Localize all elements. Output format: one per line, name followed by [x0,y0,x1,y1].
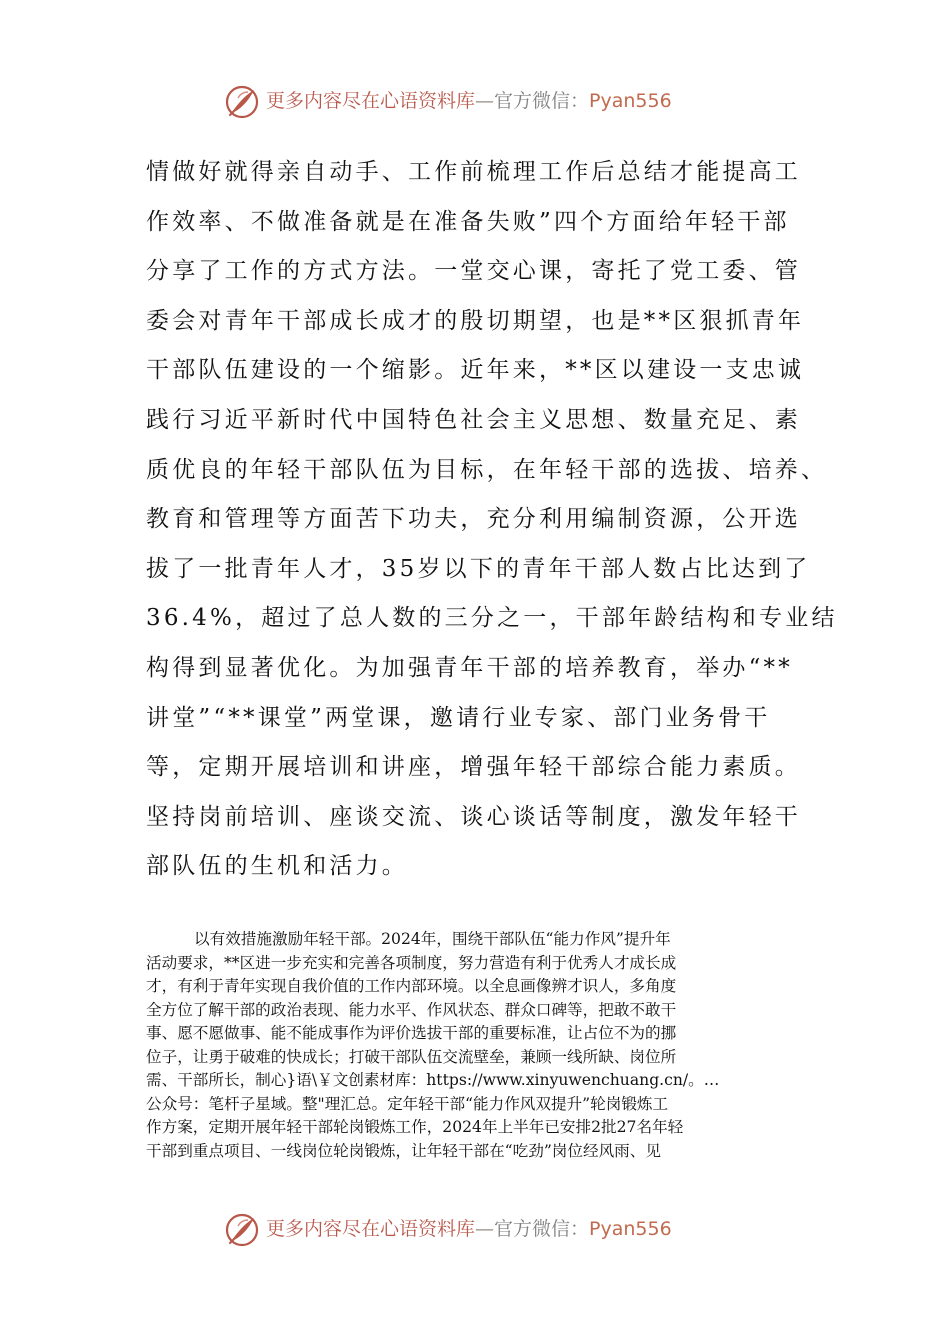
text-line: 部队伍的生机和活力。 [146,853,408,880]
text-line: 等，定期开展培训和讲座，增强年轻干部综合能力素质。 [146,754,801,781]
text-line: 讲堂”“**课堂”两堂课，邀请行业专家、部门业务骨干 [146,704,771,731]
banner-brand-text: 更多内容尽在心语资料库 [266,1218,476,1240]
text-line: 作效率、不做准备就是在准备失败”四个方面给年轻干部 [146,208,790,235]
banner-official-label: 官方微信： [494,90,590,112]
body-paragraph-secondary [146,928,808,1163]
text-line: 坚持岗前培训、座谈交流、谈心谈话等制度，激发年轻干 [146,803,801,830]
text-line: 才，有利于青年实现自我价值的工作内部环境。以全息画像辨才识人，多角度 [146,977,677,995]
text-line: 位子，让勇于破难的快成长；打破干部队伍交流壁垒，兼顾一线所缺、岗位所 [146,1047,677,1066]
text-line: 全方位了解干部的政治表现、能力水平、作风状态、群众口碑等，把敢不敢干 [146,1000,677,1019]
body-paragraph-main [146,148,838,892]
text-line: 活动要求，**区进一步充实和完善各项制度，努力营造有利于优秀人才成长成 [146,953,677,972]
text-line: 质优良的年轻干部队伍为目标，在年轻干部的选拔、培养、 [146,456,828,483]
text-line: 委会对青年干部成长成才的殷切期望，也是**区狠抓青年 [146,307,805,334]
text-line: 分享了工作的方式方法。一堂交心课，寄托了党工委、管 [146,258,801,285]
text-line: 干部队伍建设的一个缩影。近年来，**区以建设一支忠诚 [146,357,805,384]
text-line: 事、愿不愿做事、能不能成事作为评价选拔干部的重要标准，让占位不为的挪 [146,1024,677,1042]
banner-official-label: 官方微信： [494,1218,590,1240]
quill-logo-icon [224,1212,260,1248]
text-line: 作方案，定期开展年轻干部轮岗锻炼工作，2024年上半年已安排2批27名年轻 [146,1118,684,1136]
text-line: 36.4%，超过了总人数的三分之一，干部年龄结构和专业结 [146,605,838,632]
text-line: 需、干部所长，制心}语\￥文创素材库：https://www.xinyuwenchuang.cn/。… [146,1071,720,1089]
banner-dash: — [475,90,495,112]
text-line: 教育和管理等方面苦下功夫，充分利用编制资源，公开选 [146,506,801,533]
banner-wechat-id: Pyan556 [589,90,672,112]
header-watermark-banner [0,82,950,122]
text-line: 公众号：笔杆子星域。整"理汇总。定年轻干部“能力作风双提升”轮岗锻炼工 [146,1094,669,1113]
text-line: 以有效措施激励年轻干部。2024年，围绕干部队伍“能力作风”提升年 [194,930,671,948]
banner-wechat-id: Pyan556 [589,1218,672,1240]
text-line: 践行习近平新时代中国特色社会主义思想、数量充足、素 [146,406,801,433]
footer-watermark-banner [0,1210,950,1250]
text-line: 情做好就得亲自动手、工作前梳理工作后总结才能提高工 [146,159,801,185]
text-line: 构得到显著优化。为加强青年干部的培养教育，举办“** [146,654,793,681]
quill-logo-icon [224,84,260,120]
banner-dash: — [475,1218,495,1240]
banner-brand-text: 更多内容尽在心语资料库 [266,90,476,112]
text-line: 干部到重点项目、一线岗位轮岗锻炼，让年轻干部在“吃劲”岗位经风雨、见 [146,1141,661,1160]
text-line: 拔了一批青年人才，35岁以下的青年干部人数占比达到了 [146,555,811,582]
